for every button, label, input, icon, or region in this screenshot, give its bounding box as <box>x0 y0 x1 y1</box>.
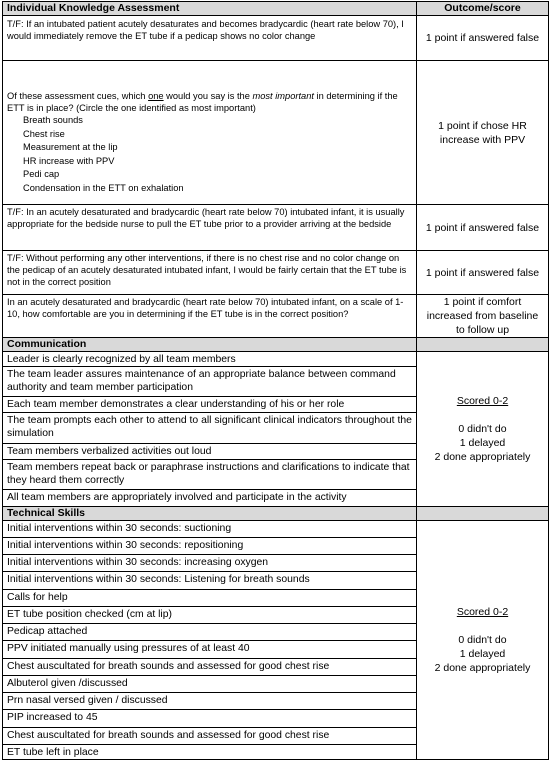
question-row <box>3 61 549 205</box>
question-score: 1 point if comfort increased from baseline to follow up <box>417 295 549 338</box>
section-header-blank <box>417 338 549 352</box>
section-title-communication: Communication <box>3 338 417 352</box>
question-score: 1 point if answered false <box>417 205 549 251</box>
technical-item: Initial interventions within 30 seconds: repositioning <box>3 538 417 555</box>
technical-item: ET tube left in place <box>3 745 417 760</box>
answer-option: HR increase with PPV <box>23 155 115 166</box>
question-row <box>3 251 549 295</box>
technical-item: Initial interventions within 30 seconds: suctioning <box>3 521 417 538</box>
technical-item: ET tube position checked (cm at lip) <box>3 607 417 624</box>
table-row <box>3 352 549 367</box>
scored-label: Scored 0-2 <box>456 395 509 407</box>
question-row <box>3 205 549 251</box>
technical-item: Initial interventions within 30 seconds: increasing oxygen <box>3 555 417 572</box>
technical-item: Initial interventions within 30 seconds: Listening for breath sounds <box>3 572 417 590</box>
communication-item: Each team member demonstrates a clear understanding of his or her role <box>3 397 417 413</box>
technical-item: PPV initiated manually using pressures of at least 40 <box>3 641 417 659</box>
question-text: T/F: If an intubated patient acutely desaturates and becomes bradycardic (heart rate below 70), I would immediately remove the ET tube if a pedicap shows no color change <box>3 16 417 61</box>
answer-options <box>7 114 412 196</box>
section-title-technical: Technical Skills <box>3 507 417 521</box>
communication-item: Leader is clearly recognized by all team members <box>3 352 417 367</box>
communication-header-row <box>3 338 549 352</box>
question-intro: Of these assessment cues, which one would you say is the most important in determining if the ETT is in place? (Circle the one identified as most important) <box>7 91 398 113</box>
question-text: In an acutely desaturated and bradycardic (heart rate below 70) intubated infant, on a scale of 1-10, how comfortable are you in determining if the ET tube is in the correct position? <box>3 295 417 338</box>
technical-item: Chest auscultated for breath sounds and assessed for good chest rise <box>3 659 417 676</box>
scale-line: 2 done appropriately <box>434 662 531 674</box>
question-row <box>3 16 549 61</box>
answer-option: Condensation in the ETT on exhalation <box>23 182 184 193</box>
technical-score-cell <box>417 521 549 760</box>
question-text <box>3 61 417 205</box>
scale-line: 1 delayed <box>459 648 506 660</box>
col-header-outcome: Outcome/score <box>417 2 549 16</box>
communication-item: The team prompts each other to attend to all significant clinical indicators throughout the simulation <box>3 413 417 444</box>
question-score: 1 point if answered false <box>417 251 549 295</box>
scale-line: 0 didn't do <box>458 634 507 646</box>
assessment-table <box>2 1 549 760</box>
question-text: T/F: Without performing any other interventions, if there is no chest rise and no color change on the pedicap of an acutely desaturated intubated infant, I would be fairly certain that the ET tube is not in the correct position <box>3 251 417 295</box>
question-text: T/F: In an acutely desaturated and bradycardic (heart rate below 70) intubated infant, it is usually appropriate for the bedside nurse to pull the ET tube prior to a provider arriving at the bedside <box>3 205 417 251</box>
communication-item: Team members verbalized activities out loud <box>3 444 417 460</box>
communication-item: Team members repeat back or paraphrase instructions and clarifications to indicate that they heard them correctly <box>3 460 417 490</box>
scale-line: 0 didn't do <box>458 423 507 435</box>
section-header-blank <box>417 507 549 521</box>
question-row <box>3 295 549 338</box>
technical-item: Pedicap attached <box>3 624 417 641</box>
technical-item: Albuterol given /discussed <box>3 676 417 693</box>
technical-header-row <box>3 507 549 521</box>
technical-item: Calls for help <box>3 590 417 607</box>
communication-score-cell <box>417 352 549 507</box>
communication-item: The team leader assures maintenance of an appropriate balance between command authority and team member participation <box>3 367 417 397</box>
technical-item: PIP increased to 45 <box>3 710 417 728</box>
technical-item: Chest auscultated for breath sounds and assessed for good chest rise <box>3 728 417 745</box>
communication-item: All team members are appropriately involved and participate in the activity <box>3 490 417 507</box>
table-row <box>3 521 549 538</box>
col-header-assessment: Individual Knowledge Assessment <box>3 2 417 16</box>
scored-label: Scored 0-2 <box>456 606 509 618</box>
header-row <box>3 2 549 16</box>
answer-option: Chest rise <box>23 128 65 139</box>
scale-line: 1 delayed <box>459 437 506 449</box>
question-score: 1 point if chose HR increase with PPV <box>417 61 549 205</box>
answer-option: Breath sounds <box>23 115 83 125</box>
question-score: 1 point if answered false <box>417 16 549 61</box>
technical-item: Prn nasal versed given / discussed <box>3 693 417 710</box>
answer-option: Pedi cap <box>23 169 60 180</box>
scale-line: 2 done appropriately <box>434 451 531 463</box>
answer-option: Measurement at the lip <box>23 142 118 153</box>
